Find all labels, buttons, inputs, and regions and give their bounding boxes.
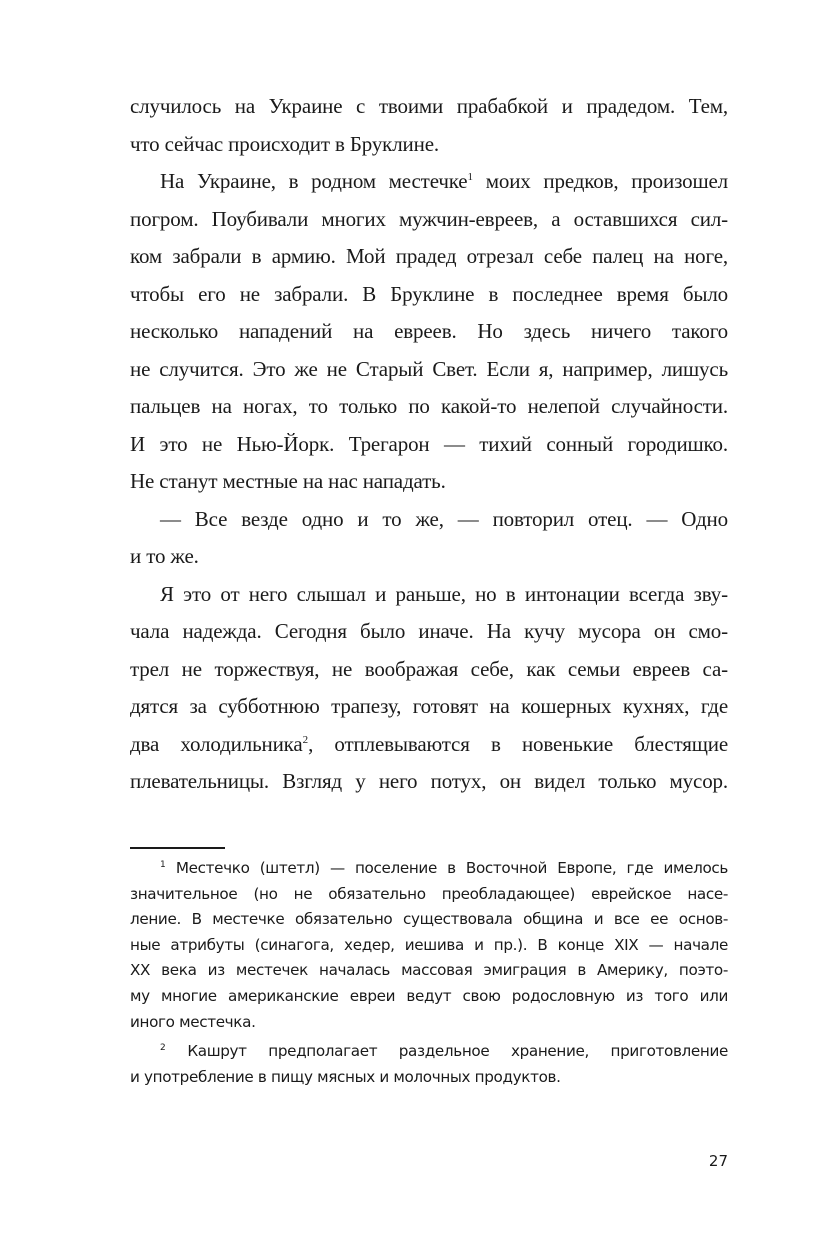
text-fragment: моих предков, произошел: [472, 169, 728, 193]
footnote-line: ные атрибуты (синагога, хедер, иешива и пр.). В конце XIX — начале: [130, 935, 728, 954]
text-fragment: два холодильника: [130, 731, 303, 756]
footnote-line: му многие американские евреи ведут свою родословную из того или: [130, 986, 728, 1005]
text-fragment: , отплевываются в новенькие блестящие: [308, 731, 728, 756]
text-fragment: На Украине, в родном местечке: [160, 169, 468, 193]
text-line: Я это от него слышал и раньше, но в интонации всегда зву-: [160, 581, 728, 606]
text-line: И это не Нью-Йорк. Трегарон — тихий сонный городишко.: [130, 431, 728, 456]
text-line: ком забрали в армию. Мой прадед отрезал себе палец на ноге,: [130, 244, 728, 268]
text-line: [130, 726, 728, 764]
main-text: [130, 88, 728, 801]
page-number: 27: [708, 1152, 728, 1170]
text-line: дятся за субботнюю трапезу, готовят на кошерных кухнях, где: [130, 694, 728, 718]
text-line: Не станут местные на нас нападать.: [130, 469, 446, 493]
text-line: чала надежда. Сегодня было иначе. На кучу мусора он смо-: [130, 619, 728, 643]
footnote-line: ление. В местечке обязательно существовала община и все ее основ-: [130, 910, 728, 929]
text-line: пальцев на ногах, то только по какой-то нелепой случайности.: [130, 394, 728, 418]
text-line: случилось на Украине с твоими прабабкой и прадедом. Тем,: [130, 94, 728, 118]
footnote-line: иного местечка.: [130, 1012, 256, 1031]
text-line: [130, 163, 728, 201]
footnote-line: и употребление в пищу мясных и молочных продуктов.: [130, 1067, 561, 1086]
text-line: не случится. Это же не Старый Свет. Если я, например, лишусь: [130, 356, 728, 381]
footnote-separator: [130, 847, 225, 849]
text-line: погром. Поубивали многих мужчин-евреев, а оставшихся сил-: [130, 206, 728, 231]
footnote-2: [130, 1039, 728, 1065]
text-line: — Все везде одно и то же, — повторил отец. — Одно: [160, 506, 728, 531]
text-fragment: Местечко (штетл) — поселение в Восточной Европе, где имелось: [165, 859, 728, 877]
text-line: что сейчас происходит в Бруклине.: [130, 131, 439, 156]
footnote-1: [130, 856, 728, 882]
text-line: и то же.: [130, 544, 199, 568]
footnote-ref-2: 2: [302, 733, 309, 746]
footnote-line: XX века из местечек началась массовая эмиграция в Америку, поэто-: [130, 961, 728, 980]
footnotes: [130, 856, 728, 1090]
text-line: плевательницы. Взгляд у него потух, он видел только мусор.: [130, 769, 728, 793]
text-line: несколько нападений на евреев. Но здесь ничего такого: [130, 319, 728, 343]
text-line: чтобы его не забрали. В Бруклине в последнее время было: [130, 281, 728, 306]
footnote-ref-1: 1: [467, 171, 473, 183]
footnote-line: значительное (но не обязательно преобладающее) еврейское насе-: [130, 884, 728, 903]
text-line: трел не торжествуя, не воображая себе, как семьи евреев са-: [130, 656, 728, 681]
text-fragment: Кашрут предполагает раздельное хранение, приготовление: [165, 1042, 728, 1061]
footnote-marker: 2: [160, 1043, 166, 1054]
footnote-marker: 1: [160, 860, 166, 870]
